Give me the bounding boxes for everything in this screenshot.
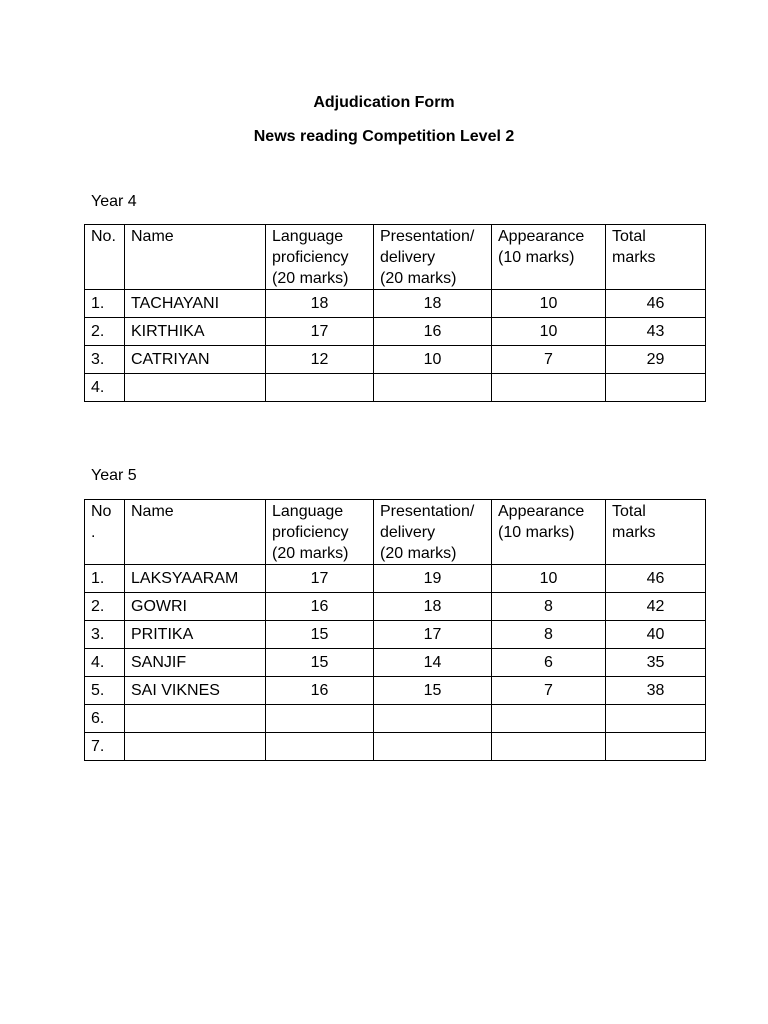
cell-appearance (492, 374, 606, 402)
cell-presentation (374, 705, 492, 733)
cell-presentation: 10 (374, 346, 492, 374)
cell-name (125, 374, 266, 402)
cell-total (606, 733, 706, 761)
table-row (85, 733, 706, 761)
table-row (85, 621, 706, 649)
cell-presentation: 17 (374, 621, 492, 649)
header-name: Name (125, 500, 266, 565)
cell-no: 4. (85, 374, 125, 402)
cell-total (606, 374, 706, 402)
header-no: No . (85, 500, 125, 565)
cell-appearance: 10 (492, 290, 606, 318)
cell-language (266, 705, 374, 733)
cell-name: SANJIF (125, 649, 266, 677)
header-appearance: Appearance (10 marks) (492, 225, 606, 290)
table-row (85, 318, 706, 346)
cell-appearance: 10 (492, 318, 606, 346)
cell-name: CATRIYAN (125, 346, 266, 374)
cell-presentation: 16 (374, 318, 492, 346)
table-row (85, 346, 706, 374)
cell-name: PRITIKA (125, 621, 266, 649)
header-presentation: Presentation/ delivery (20 marks) (374, 225, 492, 290)
cell-language: 17 (266, 318, 374, 346)
table-row (85, 565, 706, 593)
header-total: Total marks (606, 225, 706, 290)
year4-score-table (84, 224, 706, 402)
header-name: Name (125, 225, 266, 290)
year5-score-table (84, 499, 706, 761)
cell-name: SAI VIKNES (125, 677, 266, 705)
form-subtitle: News reading Competition Level 2 (253, 128, 515, 145)
cell-total: 35 (606, 649, 706, 677)
cell-no: 2. (85, 318, 125, 346)
header-presentation: Presentation/ delivery (20 marks) (374, 500, 492, 565)
cell-presentation: 18 (374, 593, 492, 621)
cell-name (125, 733, 266, 761)
cell-no: 6. (85, 705, 125, 733)
cell-appearance: 8 (492, 593, 606, 621)
header-total: Total marks (606, 500, 706, 565)
header-language: Language proficiency (20 marks) (266, 500, 374, 565)
cell-presentation (374, 733, 492, 761)
table-row (85, 374, 706, 402)
year4-label: Year 4 (91, 193, 137, 210)
header-language: Language proficiency (20 marks) (266, 225, 374, 290)
cell-appearance (492, 733, 606, 761)
cell-no: 3. (85, 346, 125, 374)
cell-language (266, 374, 374, 402)
cell-appearance: 8 (492, 621, 606, 649)
table-row (85, 649, 706, 677)
cell-presentation: 18 (374, 290, 492, 318)
cell-name: GOWRI (125, 593, 266, 621)
cell-language: 12 (266, 346, 374, 374)
cell-no: 1. (85, 565, 125, 593)
cell-appearance: 6 (492, 649, 606, 677)
cell-language: 16 (266, 593, 374, 621)
table-row (85, 705, 706, 733)
cell-appearance: 7 (492, 677, 606, 705)
cell-total: 42 (606, 593, 706, 621)
cell-total: 46 (606, 290, 706, 318)
table-row (85, 593, 706, 621)
table-header-row (85, 500, 706, 565)
cell-no: 2. (85, 593, 125, 621)
cell-no: 5. (85, 677, 125, 705)
form-title: Adjudication Form (313, 94, 455, 111)
cell-name: TACHAYANI (125, 290, 266, 318)
cell-language: 16 (266, 677, 374, 705)
cell-presentation (374, 374, 492, 402)
cell-name: KIRTHIKA (125, 318, 266, 346)
cell-language: 18 (266, 290, 374, 318)
cell-presentation: 19 (374, 565, 492, 593)
cell-language: 17 (266, 565, 374, 593)
cell-total: 38 (606, 677, 706, 705)
table-row (85, 677, 706, 705)
cell-presentation: 14 (374, 649, 492, 677)
table-row (85, 290, 706, 318)
cell-name (125, 705, 266, 733)
header-appearance: Appearance (10 marks) (492, 500, 606, 565)
cell-total: 40 (606, 621, 706, 649)
cell-name: LAKSYAARAM (125, 565, 266, 593)
table-header-row (85, 225, 706, 290)
cell-language: 15 (266, 649, 374, 677)
cell-appearance (492, 705, 606, 733)
cell-language: 15 (266, 621, 374, 649)
cell-appearance: 7 (492, 346, 606, 374)
cell-no: 3. (85, 621, 125, 649)
cell-no: 7. (85, 733, 125, 761)
cell-total (606, 705, 706, 733)
cell-total: 46 (606, 565, 706, 593)
cell-total: 29 (606, 346, 706, 374)
cell-appearance: 10 (492, 565, 606, 593)
header-no: No. (85, 225, 125, 290)
cell-total: 43 (606, 318, 706, 346)
cell-presentation: 15 (374, 677, 492, 705)
cell-language (266, 733, 374, 761)
cell-no: 4. (85, 649, 125, 677)
cell-no: 1. (85, 290, 125, 318)
year5-label: Year 5 (91, 467, 137, 484)
